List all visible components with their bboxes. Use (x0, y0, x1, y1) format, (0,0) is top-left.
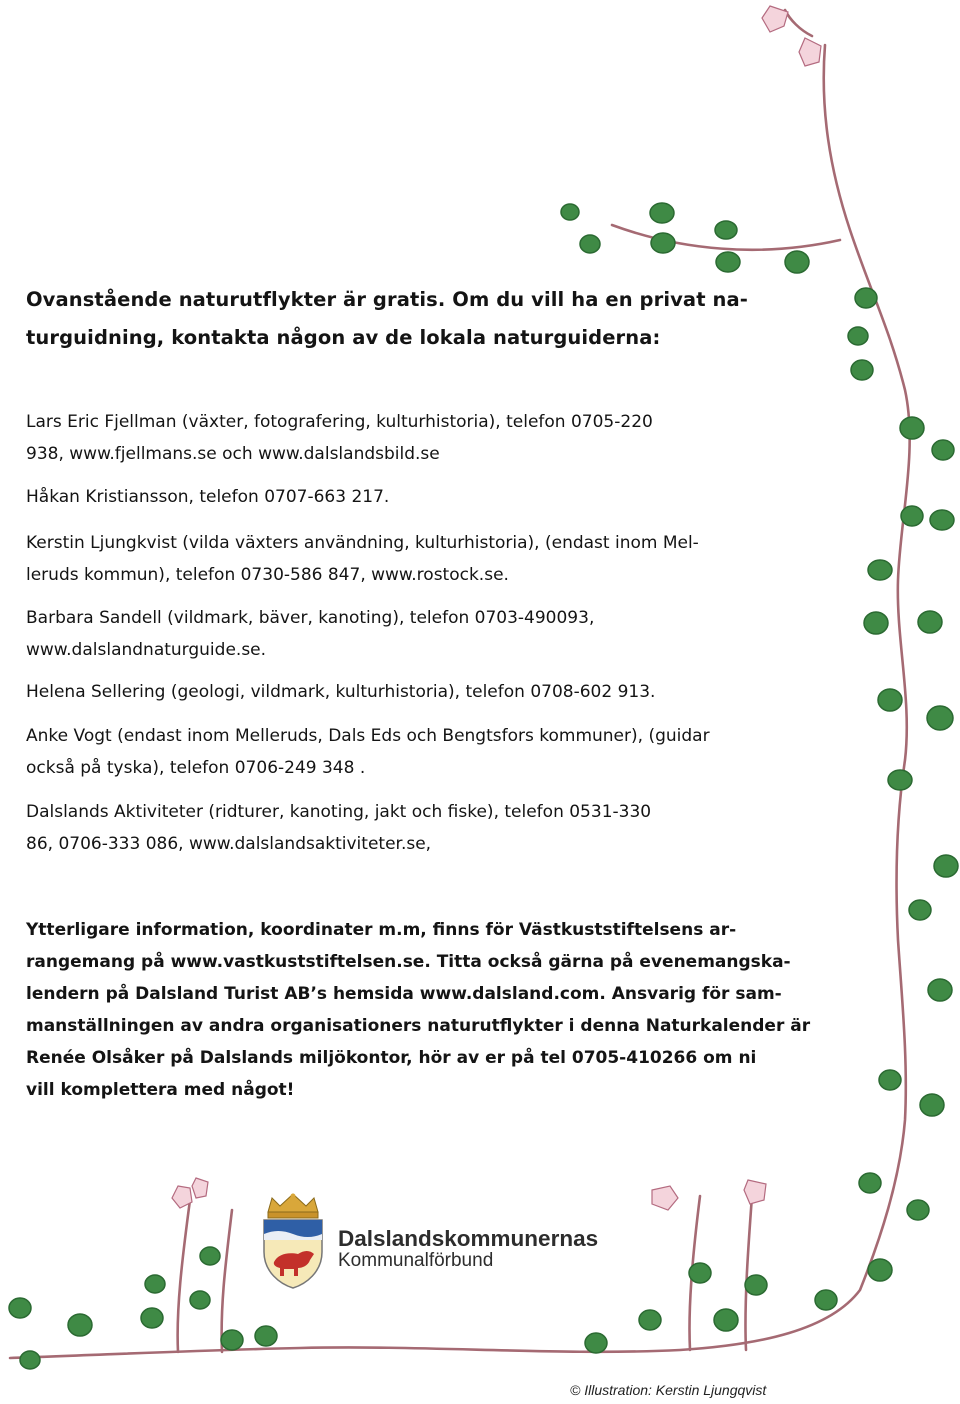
coat-of-arms-icon (258, 1190, 328, 1290)
guide-line: leruds kommun), telefon 0730-586 847, www.rostock.se. (26, 565, 509, 585)
guide-line: Kerstin Ljungkvist (vilda växters användning, kulturhistoria), (endast inom Mel- (26, 533, 699, 553)
organization-name: Dalslandskommunernas (338, 1226, 599, 1251)
guide-dalslands-aktiviteter (26, 796, 651, 860)
guide-line: också på tyska), telefon 0706-249 348 . (26, 758, 366, 778)
intro-line: Ovanstående naturutflykter är gratis. Om du vill ha en privat na- (26, 288, 748, 311)
guide-fjellman (26, 406, 653, 470)
guide-kristiansson (26, 481, 389, 513)
guide-line: Lars Eric Fjellman (växter, fotografering, kulturhistoria), telefon 0705-220 (26, 412, 653, 432)
more-info-line: vill komplettera med något! (26, 1080, 295, 1100)
guide-line: Helena Sellering (geologi, vildmark, kulturhistoria), telefon 0708-602 913. (26, 682, 656, 702)
guide-sandell (26, 602, 594, 666)
guide-line: 86, 0706-333 086, www.dalslandsaktiviteter.se, (26, 834, 432, 854)
more-info-line: lendern på Dalsland Turist AB’s hemsida www.dalsland.com. Ansvarig för sam- (26, 984, 782, 1004)
intro-line: turguidning, kontakta någon av de lokala naturguiderna: (26, 326, 661, 349)
guide-line: Anke Vogt (endast inom Melleruds, Dals Eds och Bengtsfors kommuner), (guidar (26, 726, 710, 746)
more-info-line: rangemang på www.vastkuststiftelsen.se. Titta också gärna på evenemangska- (26, 952, 791, 972)
guide-ljungkvist (26, 527, 699, 591)
guide-line: 938, www.fjellmans.se och www.dalslandsbild.se (26, 444, 440, 464)
guide-line: Håkan Kristiansson, telefon 0707-663 217. (26, 487, 390, 507)
guide-vogt (26, 720, 710, 784)
intro-paragraph (26, 281, 748, 357)
more-info-line: Ytterligare information, koordinater m.m, finns för Västkuststiftelsens ar- (26, 920, 737, 940)
guide-line: Dalslands Aktiviteter (ridturer, kanoting, jakt och fiske), telefon 0531-330 (26, 802, 652, 822)
kommunalforbund-logo (258, 1190, 658, 1310)
more-info-paragraph (26, 914, 810, 1106)
more-info-line: manställningen av andra organisationers naturutflykter i denna Naturkalender är (26, 1016, 811, 1036)
organization-subtitle: Kommunalförbund (338, 1250, 494, 1271)
guide-line: Barbara Sandell (vildmark, bäver, kanoting), telefon 0703-490093, (26, 608, 595, 628)
guide-line: www.dalslandnaturguide.se. (26, 640, 267, 660)
guide-sellering (26, 676, 655, 708)
more-info-line: Renée Olsåker på Dalslands miljökontor, hör av er på tel 0705-410266 om ni (26, 1048, 757, 1068)
illustration-credit: © Illustration: Kerstin Ljungqvist (570, 1382, 767, 1398)
